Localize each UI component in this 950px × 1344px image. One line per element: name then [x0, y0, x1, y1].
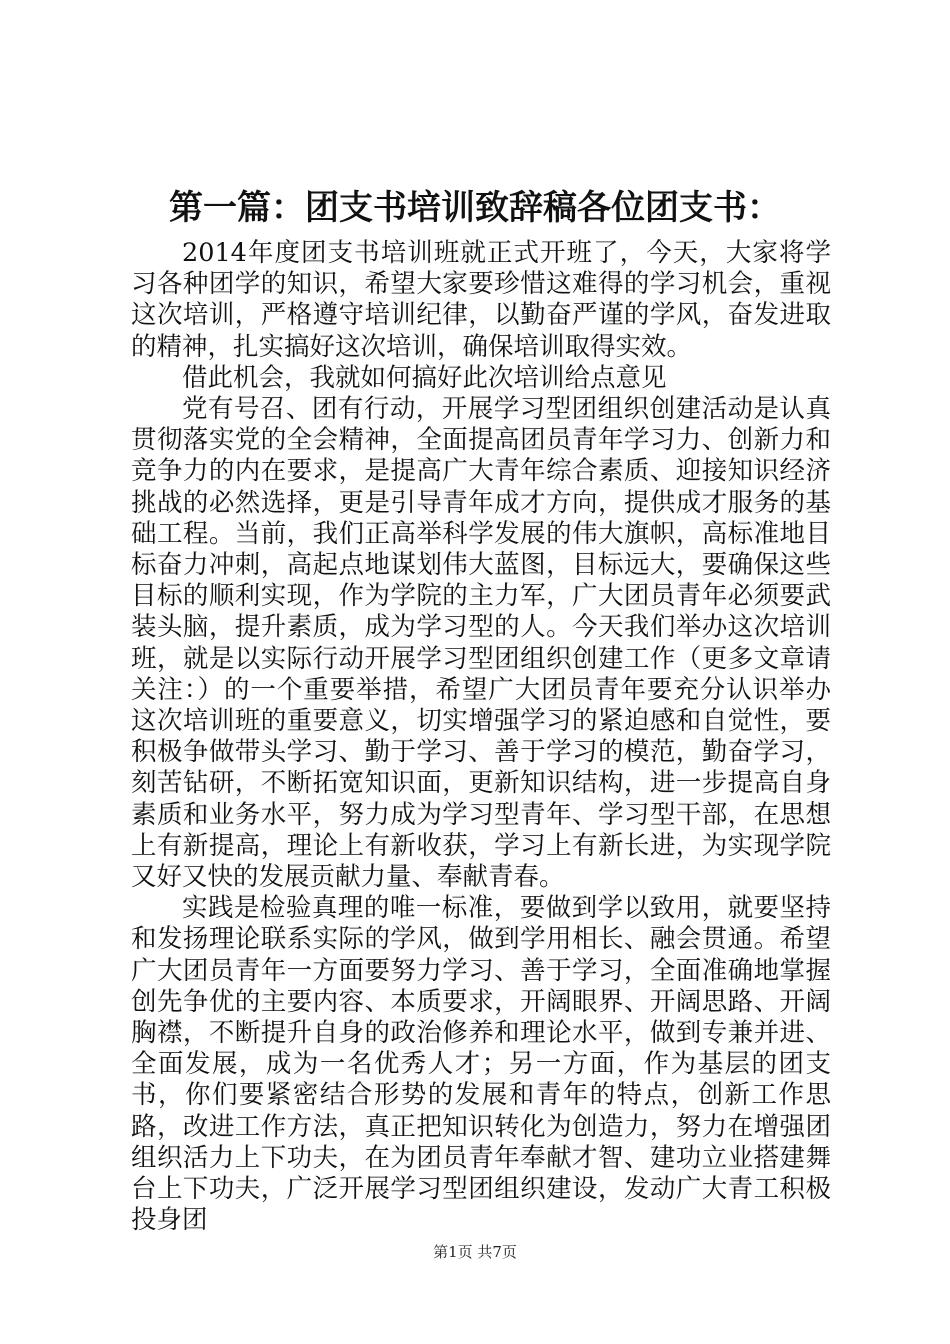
- document-title: 第一篇：团支书培训致辞稿各位团支书：: [169, 188, 781, 228]
- paragraph-learning: 党有号召、团有行动，开展学习型团组织创建活动是认真贯彻落实党的全会精神，全面提高团员青年学习力、创新力和竞争力的内在要求，是提高广大青年综合素质、迎接知识经济挑战的必然选择，更是引导青年成才方向，提供成才服务的基础工程。当前，我们正高举科学发展的伟大旗帜，高标准地目标奋力冲刺，高起点地谋划伟大蓝图，目标远大，要确保这些目标的顺利实现，作为学院的主力军，广大团员青年必须要武装头脑，提升素质，成为学习型的人。今天我们举办这次培训班，就是以实际行动开展学习型团组织创建工作（更多文章请关注：）的一个重要举措，希望广大团员青年要充分认识举办这次培训班的重要意义，切实增强学习的紧迫感和自觉性，要积极争做带头学习、勤于学习、善于学习的模范，勤奋学习，刻苦钻研，不断拓宽知识面，更新知识结构，进一步提高自身素质和业务水平，努力成为学习型青年、学习型干部，在思想上有新提高，理论上有新收获，学习上有新长进，为实现学院又好又快的发展贡献力量、奉献青春。: [131, 394, 831, 893]
- paragraph-practice: 实践是检验真理的唯一标准，要做到学以致用，就要坚持和发扬理论联系实际的学风，做到学用相长、融会贯通。希望广大团员青年一方面要努力学习、善于学习，全面准确地掌握创先争优的主要内容、本质要求，开阔眼界、开阔思路、开阔胸襟，不断提升自身的政治修养和理论水平，做到专兼并进、全面发展，成为一名优秀人才；另一方面，作为基层的团支书，你们要紧密结合形势的发展和青年的特点，创新工作思路，改进工作方法，真正把知识转化为创造力，努力在增强团组织活力上下功夫，在为团员青年奉献才智、建功立业搭建舞台上下功夫，广泛开展学习型团组织建设，发动广大青工积极投身团: [131, 893, 831, 1236]
- paragraph-opening: 2014年度团支书培训班就正式开班了，今天，大家将学习各种团学的知识，希望大家要珍惜这难得的学习机会，重视这次培训，严格遵守培训纪律，以勤奋严谨的学风，奋发进取的精神，扎实搞好这次培训，确保培训取得实效。: [131, 238, 831, 362]
- document-body: [131, 238, 831, 1237]
- page-number-footer: 第1页 共7页: [433, 1243, 517, 1261]
- paragraph-intro: 借此机会，我就如何搞好此次培训给点意见: [182, 362, 667, 393]
